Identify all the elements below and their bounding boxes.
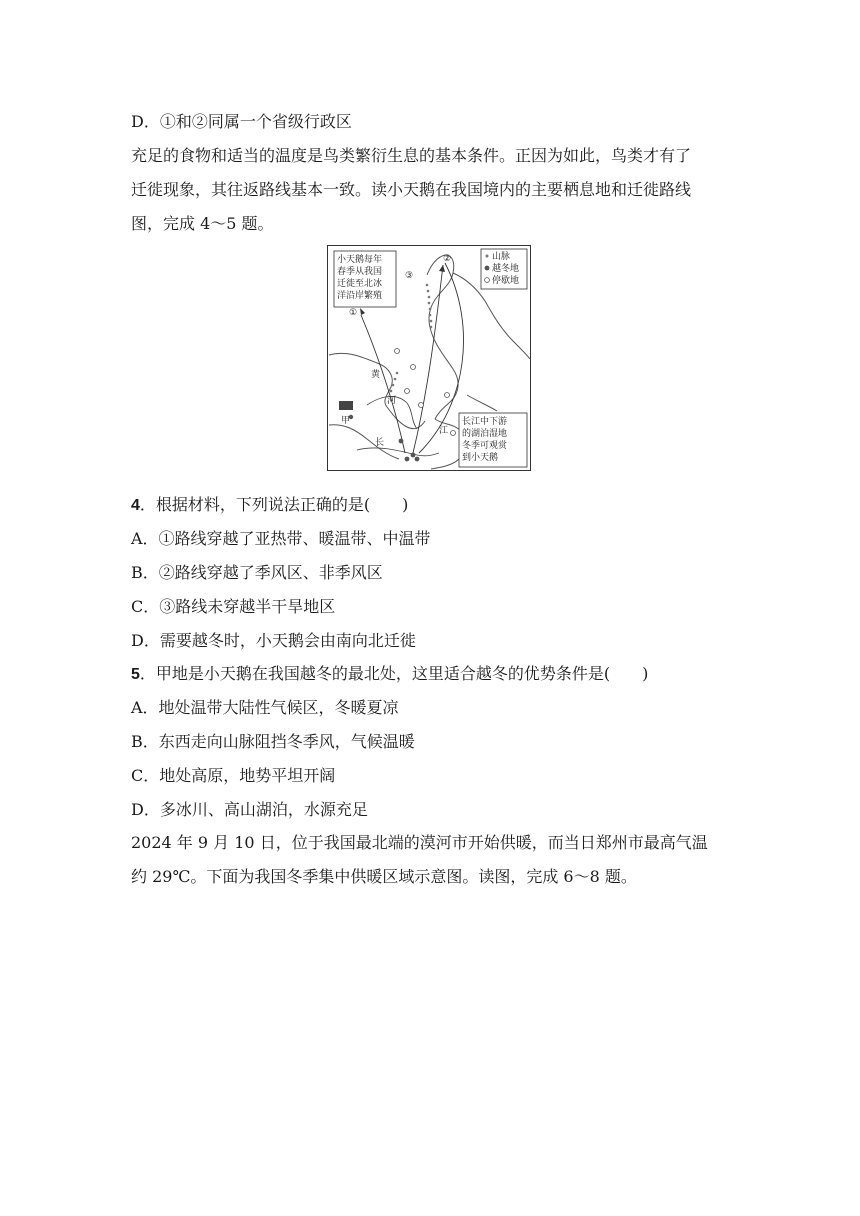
question-4	[131, 495, 408, 516]
note-bottom-line-1: 长江中下游	[462, 417, 508, 427]
q5-option-c: C．地处高原，地势平坦开阔	[131, 766, 336, 785]
question-5	[131, 664, 648, 685]
label-jia: 甲	[341, 416, 351, 426]
wintering-legend-icon	[485, 266, 490, 271]
intro-paragraph-line-1: 充足的食物和适当的温度是鸟类繁衍生息的基本条件。正因为如此，鸟类才有了	[131, 146, 692, 165]
legend-wintering: 越冬地	[492, 264, 520, 274]
tail-paragraph-line-2: 约 29℃。下面为我国冬季集中供暖区域示意图。读图，完成 6～8 题。	[131, 867, 637, 886]
q4-option-c: C．③路线未穿越半干旱地区	[131, 597, 336, 616]
note-top-line-3: 迁徙至北冰	[337, 279, 383, 289]
mountain-legend-icon	[486, 255, 489, 258]
stopover-legend-icon	[485, 278, 490, 283]
intro-paragraph-line-3: 图，完成 4～5 题。	[131, 214, 274, 233]
question-5-stem: ．甲地是小天鹅在我国越冬的最北处，这里适合越冬的优势条件是( )	[139, 664, 649, 683]
q5-option-b: B．东西走向山脉阻挡冬季风，气候温暖	[131, 732, 415, 751]
label-huang: 黄	[371, 370, 381, 380]
route-label-3: ③	[405, 271, 414, 281]
question-5-number: 5	[131, 666, 140, 683]
tail-paragraph-line-1: 2024 年 9 月 10 日，位于我国最北端的漠河市开始供暖，而当日郑州市最高气温	[131, 833, 708, 852]
q4-option-a: A．①路线穿越了亚热带、暖温带、中温带	[131, 529, 431, 548]
route-label-2: ②	[443, 254, 452, 264]
note-bottom-line-3: 冬季可观赏	[462, 441, 508, 451]
note-top-line-4: 洋沿岸繁殖	[337, 291, 383, 301]
route-label-1: ①	[349, 308, 358, 318]
q5-option-a: A．地处温带大陆性气候区，冬暖夏凉	[131, 698, 399, 717]
legend-mountain: 山脉	[492, 252, 511, 262]
intro-option-d: D．①和②同属一个省级行政区	[131, 112, 352, 131]
legend-stopover: 停歇地	[492, 276, 520, 286]
intro-paragraph-line-2: 迁徙现象，其往返路线基本一致。读小天鹅在我国境内的主要栖息地和迁徙路线	[131, 180, 692, 199]
label-chang: 长	[375, 438, 385, 448]
note-bottom-line-2: 的湖泊湿地	[462, 429, 508, 439]
label-jiang: 江	[439, 426, 449, 436]
q4-option-d: D．需要越冬时，小天鹅会由南向北迁徙	[131, 631, 416, 650]
note-bottom-line-4: 到小天鹅	[462, 453, 499, 463]
note-top-line-1: 小天鹅每年	[337, 255, 383, 265]
label-he: 河	[387, 396, 397, 406]
question-4-stem: ．根据材料，下列说法正确的是( )	[139, 495, 409, 514]
swan-migration-map	[327, 245, 531, 471]
question-4-number: 4	[131, 497, 140, 514]
q4-option-b: B．②路线穿越了季风区、非季风区	[131, 563, 383, 582]
note-top-line-2: 春季从我国	[337, 267, 383, 277]
q5-option-d: D．多冰川、高山湖泊，水源充足	[131, 800, 368, 819]
